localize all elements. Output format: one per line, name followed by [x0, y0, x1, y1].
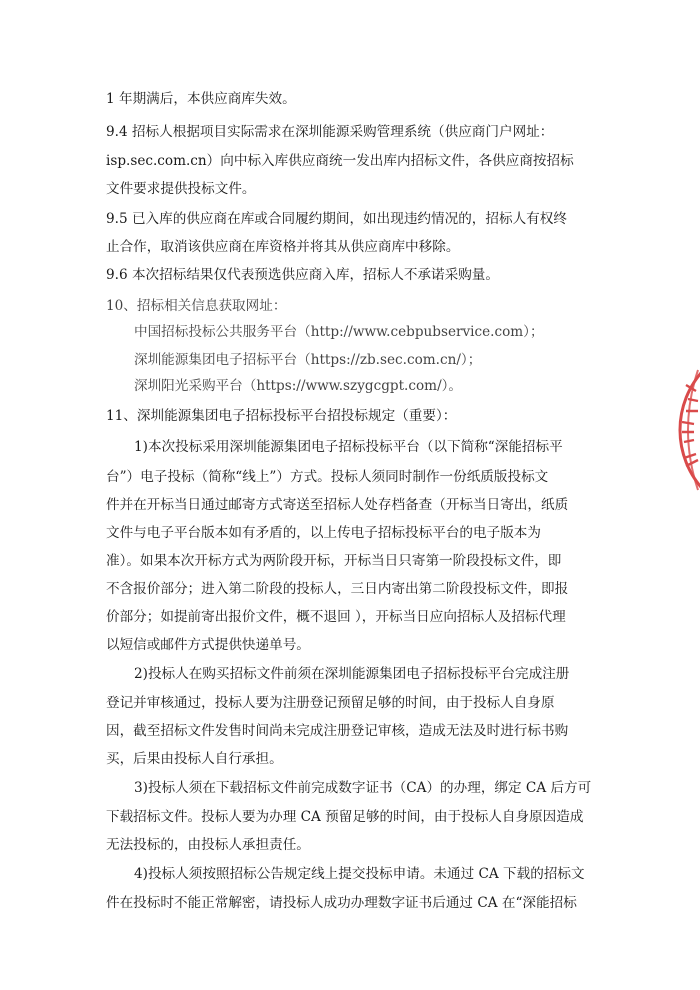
text-line: 2)投标人在购买招标文件前须在深圳能源集团电子招标投标平台完成注册: [134, 666, 570, 682]
text-line: 无法投标的，由投标人承担责任。: [106, 837, 310, 853]
text-line: 不含报价部分；进入第二阶段的投标人，三日内寄出第二阶段投标文件，即报: [106, 581, 569, 597]
text-line: 买，后果由投标人自行承担。: [106, 751, 283, 767]
text-line: 文件与电子平台版本如有矛盾的，以上传电子招标投标平台的电子版本为: [106, 525, 541, 541]
text-line: 9.5 已入库的供应商在库或合同履约期间，如出现违约情况的，招标人有权终: [106, 211, 567, 227]
link-line: 中国招标投标公共服务平台（http://www.cebpubservice.com）；: [134, 324, 544, 340]
section-heading: 11、深圳能源集团电子招标投标平台招投标规定（重要）：: [106, 408, 457, 424]
text-line: 以短信或邮件方式提供快递单号。: [106, 637, 310, 653]
text-line: 9.4 招标人根据项目实际需求在深圳能源采购管理系统（供应商门户网址：: [106, 124, 554, 140]
text-line: 1)本次投标采用深圳能源集团电子招标投标平台（以下简称“深能招标平: [134, 439, 563, 455]
text-line: 3)投标人须在下载招标文件前完成数字证书（CA）的办理，绑定 CA 后方可: [134, 780, 592, 796]
text-line: 止合作，取消该供应商在库资格并将其从供应商库中移除。: [106, 239, 460, 255]
text-line: 9.6 本次招标结果仅代表预选供应商入库，招标人不承诺采购量。: [106, 267, 499, 283]
text-line: isp.sec.com.cn）向中标入库供应商统一发出库内招标文件，各供应商按招标: [106, 153, 574, 169]
text-line: 价部分；如提前寄出报价文件，概不退回 ），开标当日应向招标人及招标代理: [106, 609, 566, 625]
text-line: 台”）电子投标（简称“线上”）方式。投标人须同时制作一份纸质版投标文: [106, 469, 549, 485]
text-line: 因，截至招标文件发售时间尚未完成注册登记审核，造成无法及时进行标书购: [106, 723, 569, 739]
text-line: 准）。如果本次开标方式为两阶段开标，开标当日只寄第一阶段投标文件，即: [106, 553, 562, 569]
text-line: 4)投标人须按照招标公告规定线上提交投标申请。未通过 CA 下载的招标文: [134, 866, 585, 882]
red-seal-stamp: [668, 330, 700, 530]
link-line: 深圳能源集团电子招标平台（https://zb.sec.com.cn/）；: [134, 352, 482, 368]
text-line: 件并在开标当日通过邮寄方式寄送至招标人处存档备查（开标当日寄出，纸质: [106, 497, 569, 513]
text-line: 件在投标时不能正常解密，请投标人成功办理数字证书后通过 CA 在“深能招标: [106, 895, 577, 911]
text-line: 10、招标相关信息获取网址：: [106, 298, 287, 314]
text-line: 下载招标文件。投标人要为办理 CA 预留足够的时间，由于投标人自身原因造成: [106, 809, 584, 825]
text-line: 文件要求提供投标文件。: [106, 181, 256, 197]
link-line: 深圳阳光采购平台（https://www.szygcgpt.com/）。: [134, 378, 463, 394]
text-line: 登记并审核通过，投标人要为注册登记预留足够的时间，由于投标人自身原: [106, 695, 555, 711]
text-line: 1 年期满后，本供应商库失效。: [106, 91, 296, 107]
